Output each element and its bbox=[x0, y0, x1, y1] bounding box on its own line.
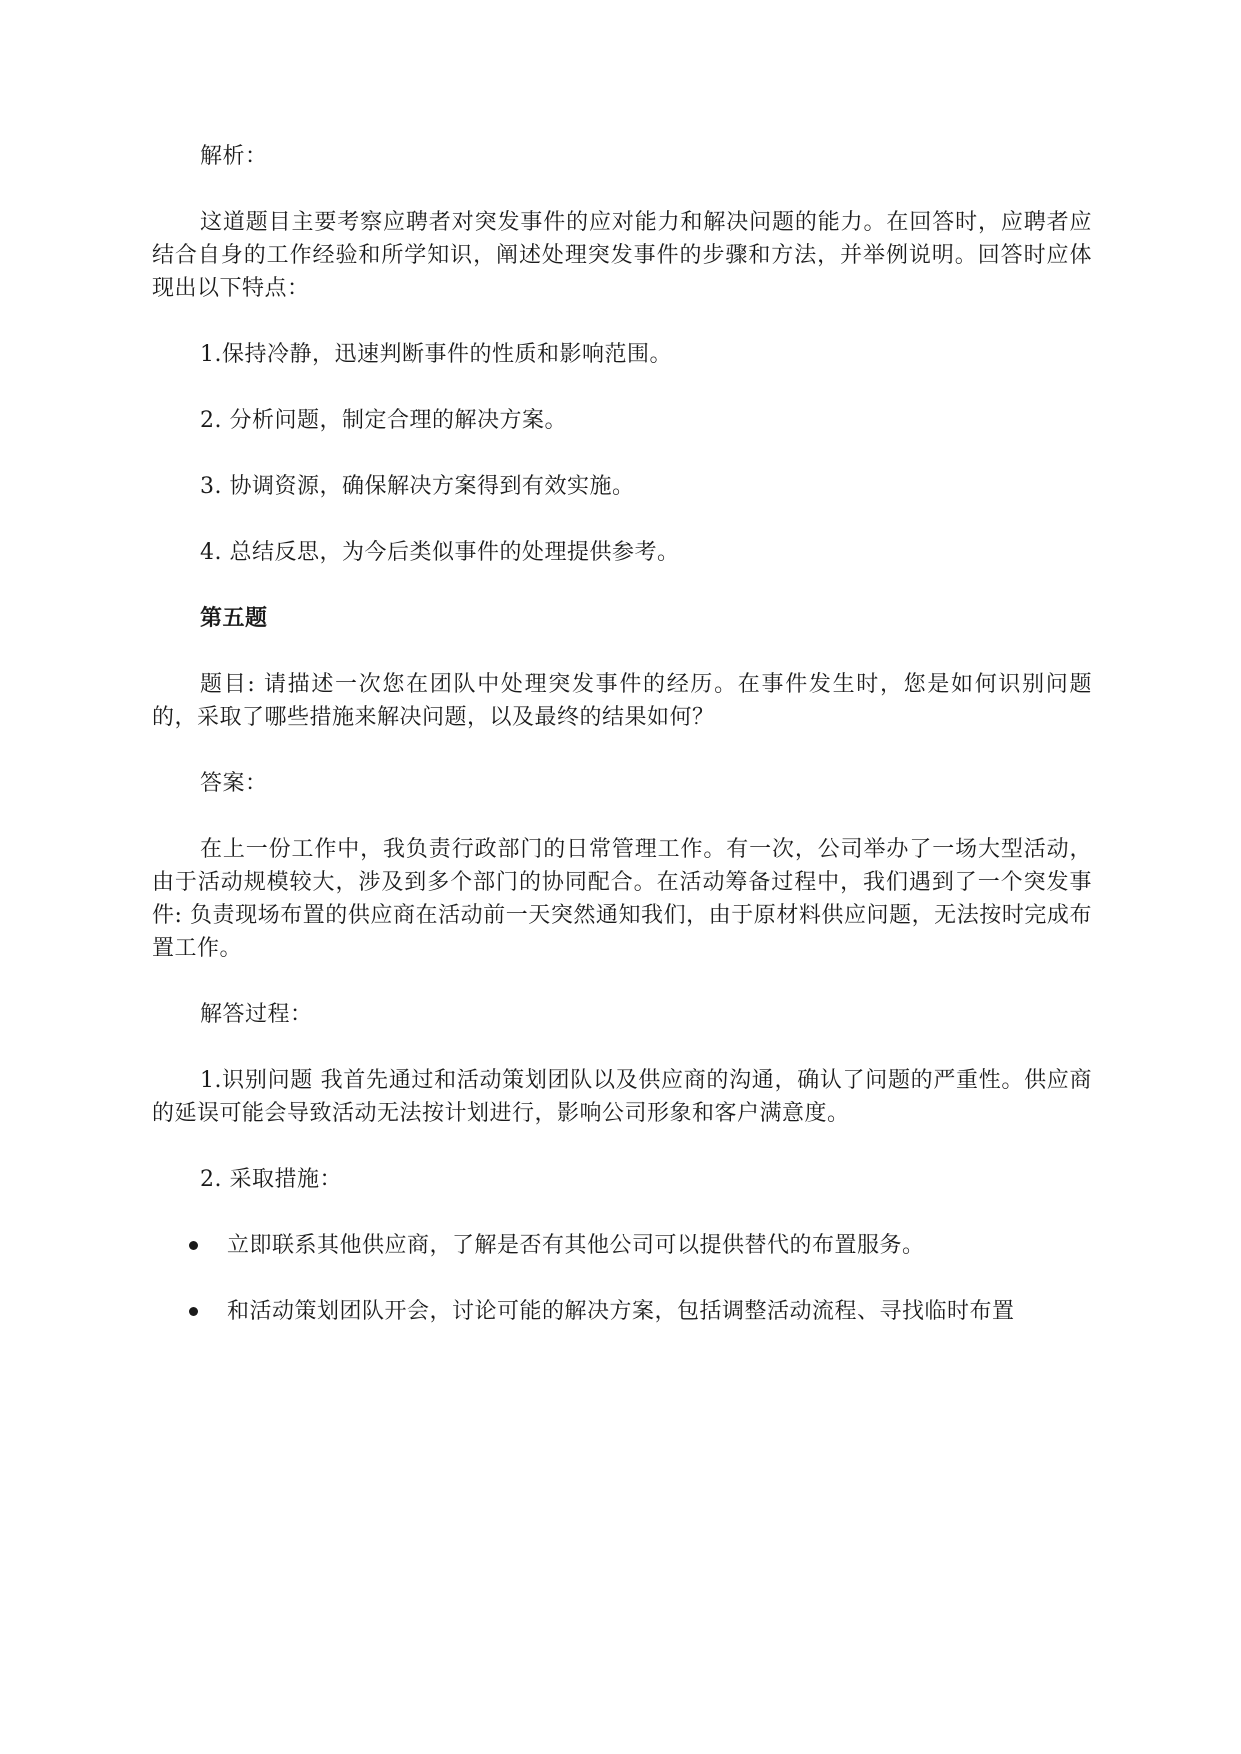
answer-text: 在上一份工作中，我负责行政部门的日常管理工作。有一次，公司举办了一场大型活动，由于活动规模较大，涉及到多个部门的协同配合。在活动筹备过程中，我们遇到了一个突发事件: 负责现场布置的供应商在活动前一天突然通知我们，由于原材料供应问题，无法按时完成布置工作。 bbox=[152, 837, 1092, 961]
list-item-text: 立即联系其他供应商，了解是否有其他公司可以提供替代的布置服务。 bbox=[227, 1233, 925, 1258]
process-label: 解答过程： bbox=[200, 1002, 313, 1027]
bullet-icon bbox=[189, 1241, 198, 1250]
point-4: 4. 总结反思，为今后类似事件的处理提供参考。 bbox=[200, 540, 680, 565]
section-title: 第五题 bbox=[200, 606, 268, 631]
list-item-text: 和活动策划团队开会，讨论可能的解决方案，包括调整活动流程、寻找临时布置 bbox=[227, 1299, 1015, 1324]
point-2: 2. 分析问题，制定合理的解决方案。 bbox=[200, 408, 567, 433]
analysis-text: 这道题目主要考察应聘者对突发事件的应对能力和解决问题的能力。在回答时，应聘者应结合自身的工作经验和所学知识，阐述处理突发事件的步骤和方法，并举例说明。回答时应体现出以下特点： bbox=[152, 210, 1092, 301]
question-text: 题目: 请描述一次您在团队中处理突发事件的经历。在事件发生时，您是如何识别问题的，采取了哪些措施来解决问题，以及最终的结果如何？ bbox=[152, 672, 1092, 730]
analysis-label: 解析： bbox=[200, 144, 268, 169]
answer-label: 答案： bbox=[200, 771, 268, 796]
point-3: 3. 协调资源，确保解决方案得到有效实施。 bbox=[200, 474, 635, 499]
document-page bbox=[152, 140, 1092, 1361]
bullet-icon bbox=[189, 1307, 198, 1316]
list-item bbox=[152, 1295, 1092, 1328]
list-item bbox=[152, 1229, 1092, 1262]
step-2: 2. 采取措施： bbox=[200, 1167, 342, 1192]
measures-list bbox=[152, 1229, 1092, 1328]
step-1: 1.识别问题 我首先通过和活动策划团队以及供应商的沟通，确认了问题的严重性。供应商的延误可能会导致活动无法按计划进行，影响公司形象和客户满意度。 bbox=[152, 1068, 1092, 1126]
point-1: 1.保持冷静，迅速判断事件的性质和影响范围。 bbox=[200, 342, 672, 367]
